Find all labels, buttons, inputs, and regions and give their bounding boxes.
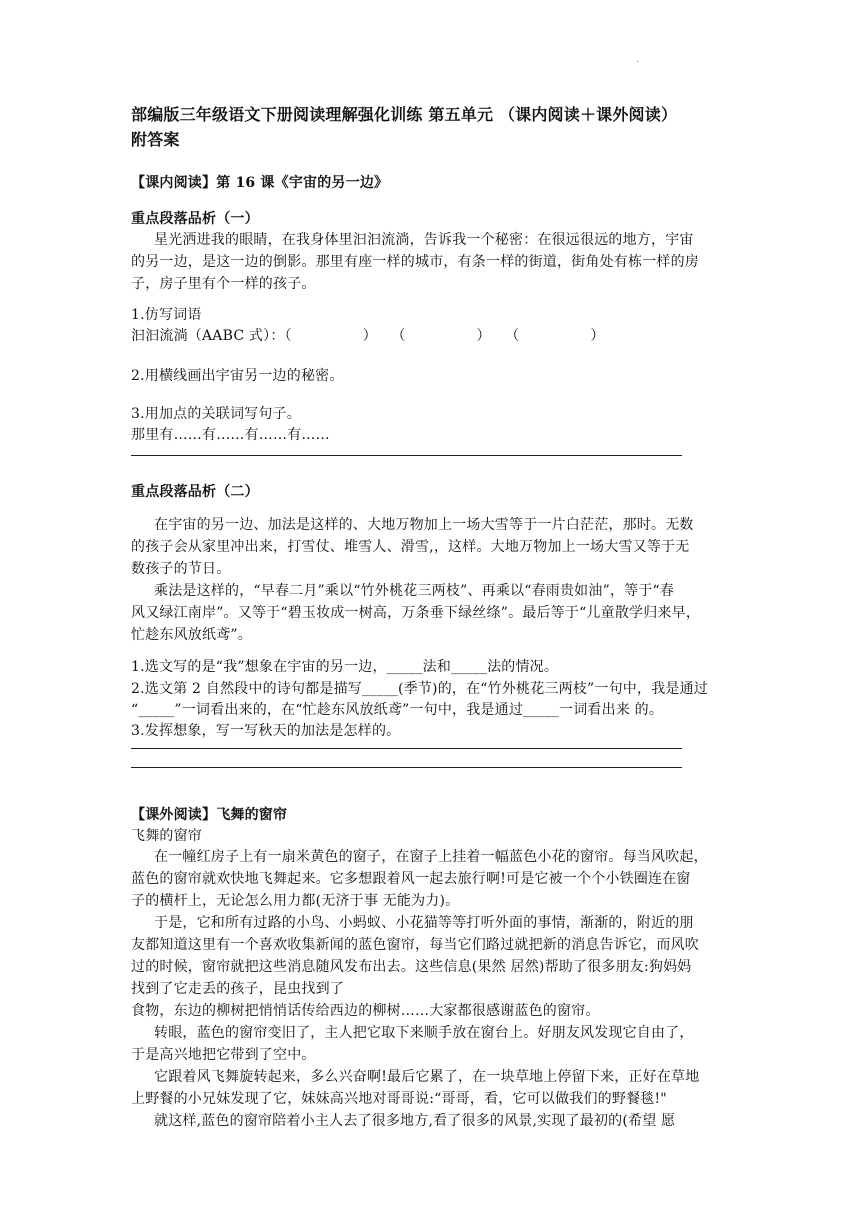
part2-paragraph-1-line: 在宇宙的另一边、加法是这样的、大地万物加上一场大雪等于一片白茫茫，那时。无数	[154, 517, 694, 533]
part1-paragraph-line: 的另一边，是这一边的倒影。那里有座一样的城市，有条一样的街道，街角处有栋一样的房	[131, 254, 699, 270]
part1-question-2: 2.用横线画出宇宙另一边的秘密。	[131, 368, 344, 384]
story-line: 就这样,蓝色的窗帘陪着小主人去了很多地方,看了很多的风景,实现了最初的(希望 愿	[154, 1113, 676, 1129]
part1-heading: 重点段落品析（一）	[131, 211, 259, 227]
part2-paragraph-2-line: 忙趁东风放纸鸢”。	[131, 627, 252, 643]
part1-question-1: 1.仿写词语	[131, 307, 202, 323]
story-line: 转眼，蓝色的窗帘变旧了，主人把它取下来顺手放在窗台上。好朋友风发现它自由了，	[154, 1025, 694, 1041]
part2-question-2-line-1: 2.选文第 2 自然段中的诗句都是描写_____(季节)的，在“竹外桃花三两枝”一句中，我是通过	[131, 681, 709, 697]
story-line: 蓝色的窗帘就欢快地飞舞起来。它多想跟着风一起去旅行啊!可是它被一个个小铁圈连在窗	[131, 871, 691, 887]
part2-paragraph-1-line: 的孩子会从家里冲出来，打雪仗、堆雪人、滑雪,，这样。大地万物加上一场大雪又等于无	[131, 539, 690, 555]
story-line: 过的时候，窗帘就把这些消息随风发布出去。这些信息(果然 居然)帮助了很多朋友:狗妈妈	[131, 959, 692, 975]
story-line: 于是高兴地把它带到了空中。	[131, 1047, 316, 1063]
part2-question-2-line-2: “_____”一词看出来的，在“忙趁东风放纸鸢”一句中，我是通过_____一词看出来 的。	[131, 702, 664, 718]
answer-line	[131, 748, 682, 749]
part1-question-3: 3.用加点的关联词写句子。	[131, 406, 301, 422]
story-line: 食物，东边的柳树把悄悄话传给西边的柳树……大家都很感谢蓝色的窗帘。	[131, 1003, 600, 1019]
section-heading-extracurricular: 【课外阅读】飞舞的窗帘	[131, 807, 288, 823]
story-line: 在一幢红房子上有一扇米黄色的窗子，在窗子上挂着一幅蓝色小花的窗帘。每当风吹起，	[154, 849, 708, 865]
story-line: 上野餐的小兄妹发现了它，妹妹高兴地对哥哥说:“哥哥，看，它可以做我们的野餐毯!"	[131, 1091, 667, 1107]
answer-line	[131, 455, 682, 456]
part2-question-3: 3.发挥想象，写一写秋天的加法是怎样的。	[131, 723, 401, 739]
part1-question-1-blanks: 汩汩流淌（AABC 式）：（ ） （ ） （ ）	[131, 328, 605, 344]
part2-heading: 重点段落品析（二）	[131, 484, 259, 500]
part1-paragraph-line: 子，房子里有个一样的孩子。	[131, 276, 316, 292]
document-title-line-1: 部编版三年级语文下册阅读理解强化训练 第五单元 （课内阅读＋课外阅读）	[131, 105, 678, 124]
story-line: 友都知道这里有一个喜欢收集新闻的蓝色窗帘，每当它们路过就把新的消息告诉它，而风吹	[131, 937, 699, 953]
part1-paragraph-line: 星光洒进我的眼睛，在我身体里汩汩流淌，告诉我一个秘密：在很远很远的地方，宇宙	[154, 232, 694, 248]
story-line: 子的横杆上，无论怎么用力都(无济于事 无能为力)。	[131, 893, 460, 909]
part2-paragraph-2-line: 风又绿江南岸”。又等于“碧玉妆成一树高，万条垂下绿丝绦”。最后等于“儿童散学归来早，	[131, 605, 701, 621]
story-line: 找到了它走丢的孩子，昆虫找到了	[131, 981, 344, 997]
part2-question-1: 1.选文写的是“我”想象在宇宙的另一边，_____法和_____法的情况。	[131, 659, 559, 675]
part2-paragraph-2-line: 乘法是这样的，“早春二月”乘以“竹外桃花三两枝”、再乘以“春雨贵如油”，等于“春	[154, 583, 675, 599]
story-title: 飞舞的窗帘	[131, 828, 202, 844]
section-heading-in-class: 【课内阅读】第 16 课《宇宙的另一边》	[131, 175, 389, 191]
document-title-line-2: 附答案	[131, 130, 180, 149]
story-line: 于是，它和所有过路的小鸟、小蚂蚁、小花猫等等打听外面的事情，渐渐的，附近的朋	[154, 915, 694, 931]
corner-mark: ·	[636, 56, 640, 67]
part1-question-3-prompt: 那里有……有……有……有……	[131, 427, 330, 443]
answer-line	[131, 767, 682, 768]
story-line: 它跟着风飞舞旋转起来，多么兴奋啊!最后它累了，在一块草地上停留下来，正好在草地	[154, 1069, 700, 1085]
part2-paragraph-1-line: 数孩子的节日。	[131, 561, 231, 577]
